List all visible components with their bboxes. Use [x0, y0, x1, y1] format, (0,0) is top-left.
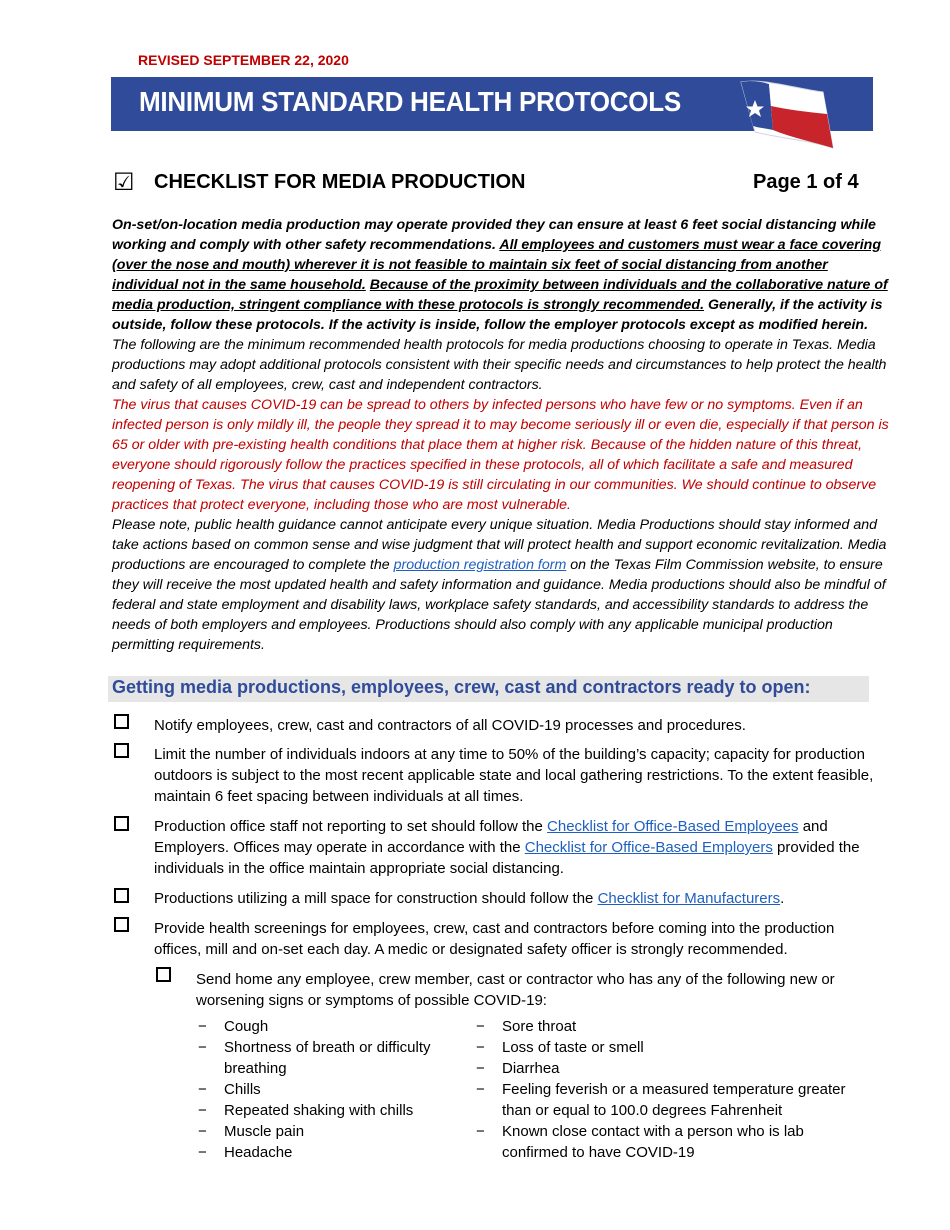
checklist-item-4 [154, 888, 884, 909]
section-title: Getting media productions, employees, crew, cast and contractors ready to open: [112, 677, 811, 697]
banner-title: MINIMUM STANDARD HEALTH PROTOCOLS [139, 86, 681, 117]
symptom-item [198, 1079, 458, 1100]
intro-paragraph-2: The following are the minimum recommended health protocols for media productions choosing to operate in Texas. Media productions may adopt additional protocols consistent with their specific needs and circumstances to help protect the health and safety of all employees, crew, cast and independent contractors. [112, 337, 887, 393]
dash-icon: − [198, 1081, 207, 1098]
dash-icon: − [198, 1123, 207, 1140]
symptom-text: Headache [224, 1144, 293, 1161]
intro-paragraph-4 [112, 515, 890, 655]
dash-icon: − [476, 1060, 485, 1077]
dash-icon: − [198, 1018, 207, 1035]
page-number: Page 1 of 4 [753, 171, 859, 193]
intro-p4-b: on the Texas Film Commission website, to ensure they will receive the most updated health and safety information and guidance. Media productions should also be mindful of federal and state employment and disability laws, workplace safety standards, and accessibility standards to address the needs of both employers and employees. Productions should also comply with any applicable municipal production permitting requirements. [112, 557, 886, 653]
intro-p1-a: On-set/on-location media production may operate provided they can ensure at least 6 feet social distancing while working and comply with other safety recommendations. [112, 217, 876, 253]
dash-icon: − [476, 1018, 485, 1035]
symptom-text: Cough [224, 1018, 269, 1035]
dash-icon: − [198, 1144, 207, 1161]
checkbox-item-5[interactable] [114, 917, 129, 932]
symptom-item [198, 1037, 458, 1079]
item-3-text-c: provided the individuals in the office maintain appropriate social distancing. [154, 839, 860, 877]
production-registration-link[interactable]: production registration form [393, 557, 567, 573]
checklist-item-2: Limit the number of individuals indoors at any time to 50% of the building’s capacity; capacity for production outdoors is subject to the most recent applicable state and local gathering restrictions. To the extent feasible, maintain 6 feet spacing between individuals at all times. [154, 746, 874, 805]
checklist-item-1: Notify employees, crew, cast and contractors of all COVID-19 processes and procedures. [154, 717, 746, 734]
item-3-text-b: and Employers. Offices may operate in accordance with the [154, 818, 828, 856]
symptom-text: Feeling feverish or a measured temperature greater than or equal to 100.0 degrees Fahrenheit [502, 1081, 846, 1119]
symptom-item [198, 1016, 458, 1037]
checked-box-icon: ☑ [113, 169, 135, 196]
symptom-item [198, 1100, 458, 1121]
compliance-recommendation: Because of the proximity between individuals and the collaborative nature of media production, stringent compliance with these protocols is strongly recommended. [112, 277, 888, 313]
item-3-text-a: Production office staff not reporting to set should follow the [154, 818, 548, 835]
intro-p1-e: Generally, if the activity is outside, follow these protocols. If the activity is inside, follow the employer protocols except as modified herein. [112, 297, 883, 333]
checklist-title: CHECKLIST FOR MEDIA PRODUCTION [154, 171, 526, 193]
dash-icon: − [198, 1102, 207, 1119]
checklist-item-5: Provide health screenings for employees, crew, cast and contractors before coming into the production offices, mill and on-set each day. A medic or designated safety officer is strongly recommended. [154, 920, 835, 958]
manufacturers-checklist-link[interactable]: Checklist for Manufacturers [597, 890, 781, 907]
office-employees-checklist-link[interactable]: Checklist for Office-Based Employees [547, 818, 799, 835]
symptom-item [476, 1058, 856, 1079]
texas-flag-icon [733, 78, 843, 154]
dash-icon: − [198, 1039, 207, 1056]
symptom-text: Sore throat [502, 1018, 577, 1035]
checkbox-item-4[interactable] [114, 888, 129, 903]
symptoms-list-right [476, 1016, 856, 1163]
face-covering-requirement: All employees and customers must wear a face covering (over the nose and mouth) wherever it is not feasible to maintain six feet of social distancing from another individual not in the same household. [112, 237, 881, 293]
intro-text [112, 215, 890, 655]
checkbox-item-1[interactable] [114, 714, 129, 729]
symptom-item [198, 1121, 458, 1142]
symptom-item [476, 1079, 856, 1121]
symptom-text: Repeated shaking with chills [224, 1102, 414, 1119]
checkbox-item-2[interactable] [114, 743, 129, 758]
dash-icon: − [476, 1081, 485, 1098]
intro-paragraph-1 [112, 215, 890, 335]
covid-warning-paragraph: The virus that causes COVID-19 can be spread to others by infected persons who have few or no symptoms. Even if an infected person is only mildly ill, the people they spread it to may become seriously ill or even die, especially if that person is 65 or older with pre-existing health conditions that place them at higher risk. Because of the hidden nature of this threat, everyone should rigorously follow the practices specified in these protocols, all of which facilitate a safe and measured reopening of Texas. The virus that causes COVID-19 is still circulating in our communities. We should continue to observe practices that protect everyone, including those who are most vulnerable. [112, 397, 889, 513]
checkbox-item-3[interactable] [114, 816, 129, 831]
symptom-item [476, 1016, 856, 1037]
intro-p4-a: Please note, public health guidance cannot anticipate every unique situation. Media Productions should stay informed and take actions based on common sense and wise judgment that will protect health and support economic revitalization. Media productions are encouraged to complete the [112, 517, 887, 573]
office-employers-checklist-link[interactable]: Checklist for Office-Based Employers [524, 839, 773, 856]
checkbox-subitem-1[interactable] [156, 967, 171, 982]
item-4-text-b: . [780, 890, 785, 907]
symptom-text: Muscle pain [224, 1123, 305, 1140]
symptom-text: Shortness of breath or difficulty breathing [224, 1039, 431, 1077]
symptom-item [476, 1037, 856, 1058]
dash-icon: − [476, 1039, 485, 1056]
symptom-text: Diarrhea [502, 1060, 560, 1077]
dash-icon: − [476, 1123, 485, 1140]
symptom-text: Known close contact with a person who is lab confirmed to have COVID-19 [502, 1123, 804, 1161]
checklist-item-3 [154, 816, 874, 879]
symptoms-list-left [198, 1016, 458, 1163]
item-4-text-a: Productions utilizing a mill space for construction should follow the [154, 890, 598, 907]
revised-date: REVISED SEPTEMBER 22, 2020 [138, 52, 349, 68]
symptom-text: Chills [224, 1081, 261, 1098]
symptom-item [476, 1121, 856, 1163]
checklist-subitem-send-home: Send home any employee, crew member, cast or contractor who has any of the following new or worsening signs or symptoms of possible COVID-19: [196, 971, 835, 1009]
symptom-text: Loss of taste or smell [502, 1039, 644, 1056]
symptom-item [198, 1142, 458, 1163]
